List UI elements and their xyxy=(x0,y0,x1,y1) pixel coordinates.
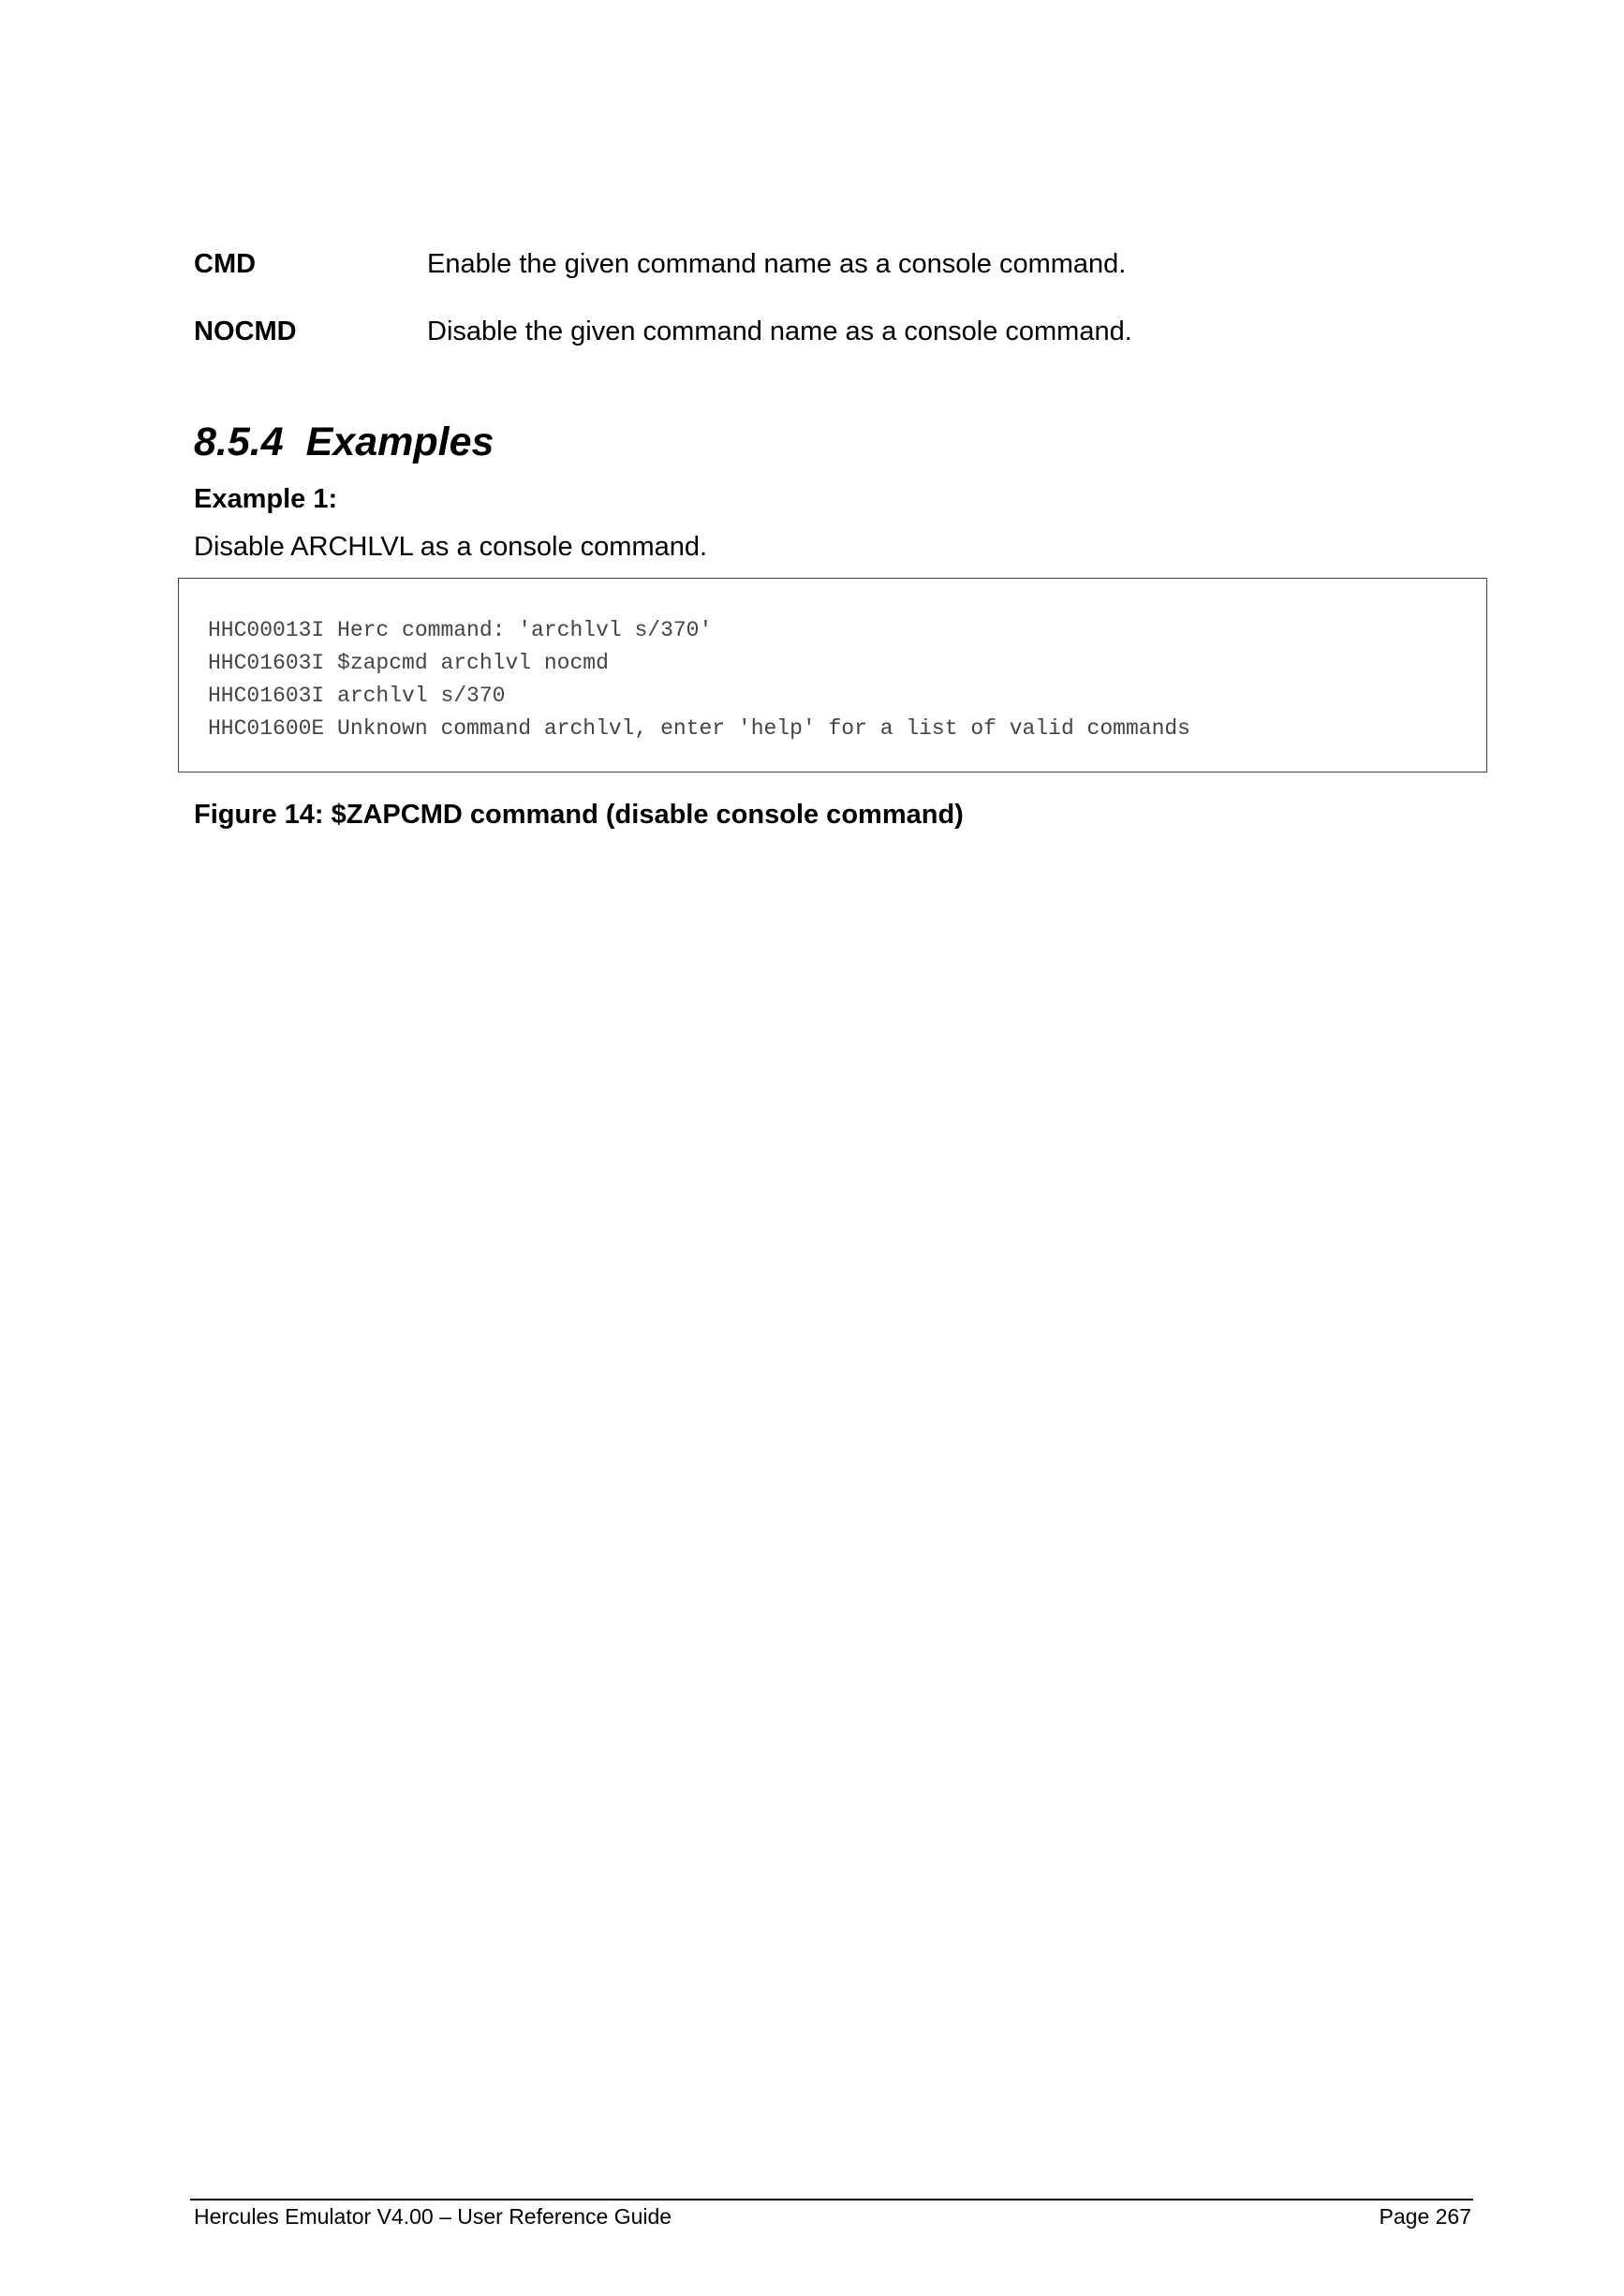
footer-divider xyxy=(190,2199,1473,2200)
example-label: Example 1: xyxy=(194,484,338,514)
code-line: HHC01600E Unknown command archlvl, enter 'help' for a list of valid commands xyxy=(208,716,1190,741)
footer-page-number: Page 267 xyxy=(1379,2204,1471,2229)
section-title: Examples xyxy=(305,419,495,464)
section-number: 8.5.4 xyxy=(194,419,284,464)
code-lines xyxy=(208,614,1190,745)
code-line: HHC00013I Herc command: 'archlvl s/370' xyxy=(208,618,713,642)
code-line: HHC01603I $zapcmd archlvl nocmd xyxy=(208,651,609,675)
code-line: HHC01603I archlvl s/370 xyxy=(208,684,506,708)
parameter-row-cmd xyxy=(194,247,1126,281)
example-description: Disable ARCHLVL as a console command. xyxy=(194,532,708,562)
code-block xyxy=(178,578,1487,773)
parameter-name: CMD xyxy=(194,249,257,279)
parameter-row-nocmd xyxy=(194,315,1132,348)
parameter-name: NOCMD xyxy=(194,316,297,346)
figure-caption: Figure 14: $ZAPCMD command (disable console command) xyxy=(194,800,964,830)
parameter-description: Enable the given command name as a console command. xyxy=(427,249,1127,279)
section-heading xyxy=(194,418,494,466)
parameter-description: Disable the given command name as a console command. xyxy=(427,316,1132,346)
footer-document-title: Hercules Emulator V4.00 – User Reference Guide xyxy=(194,2204,672,2229)
